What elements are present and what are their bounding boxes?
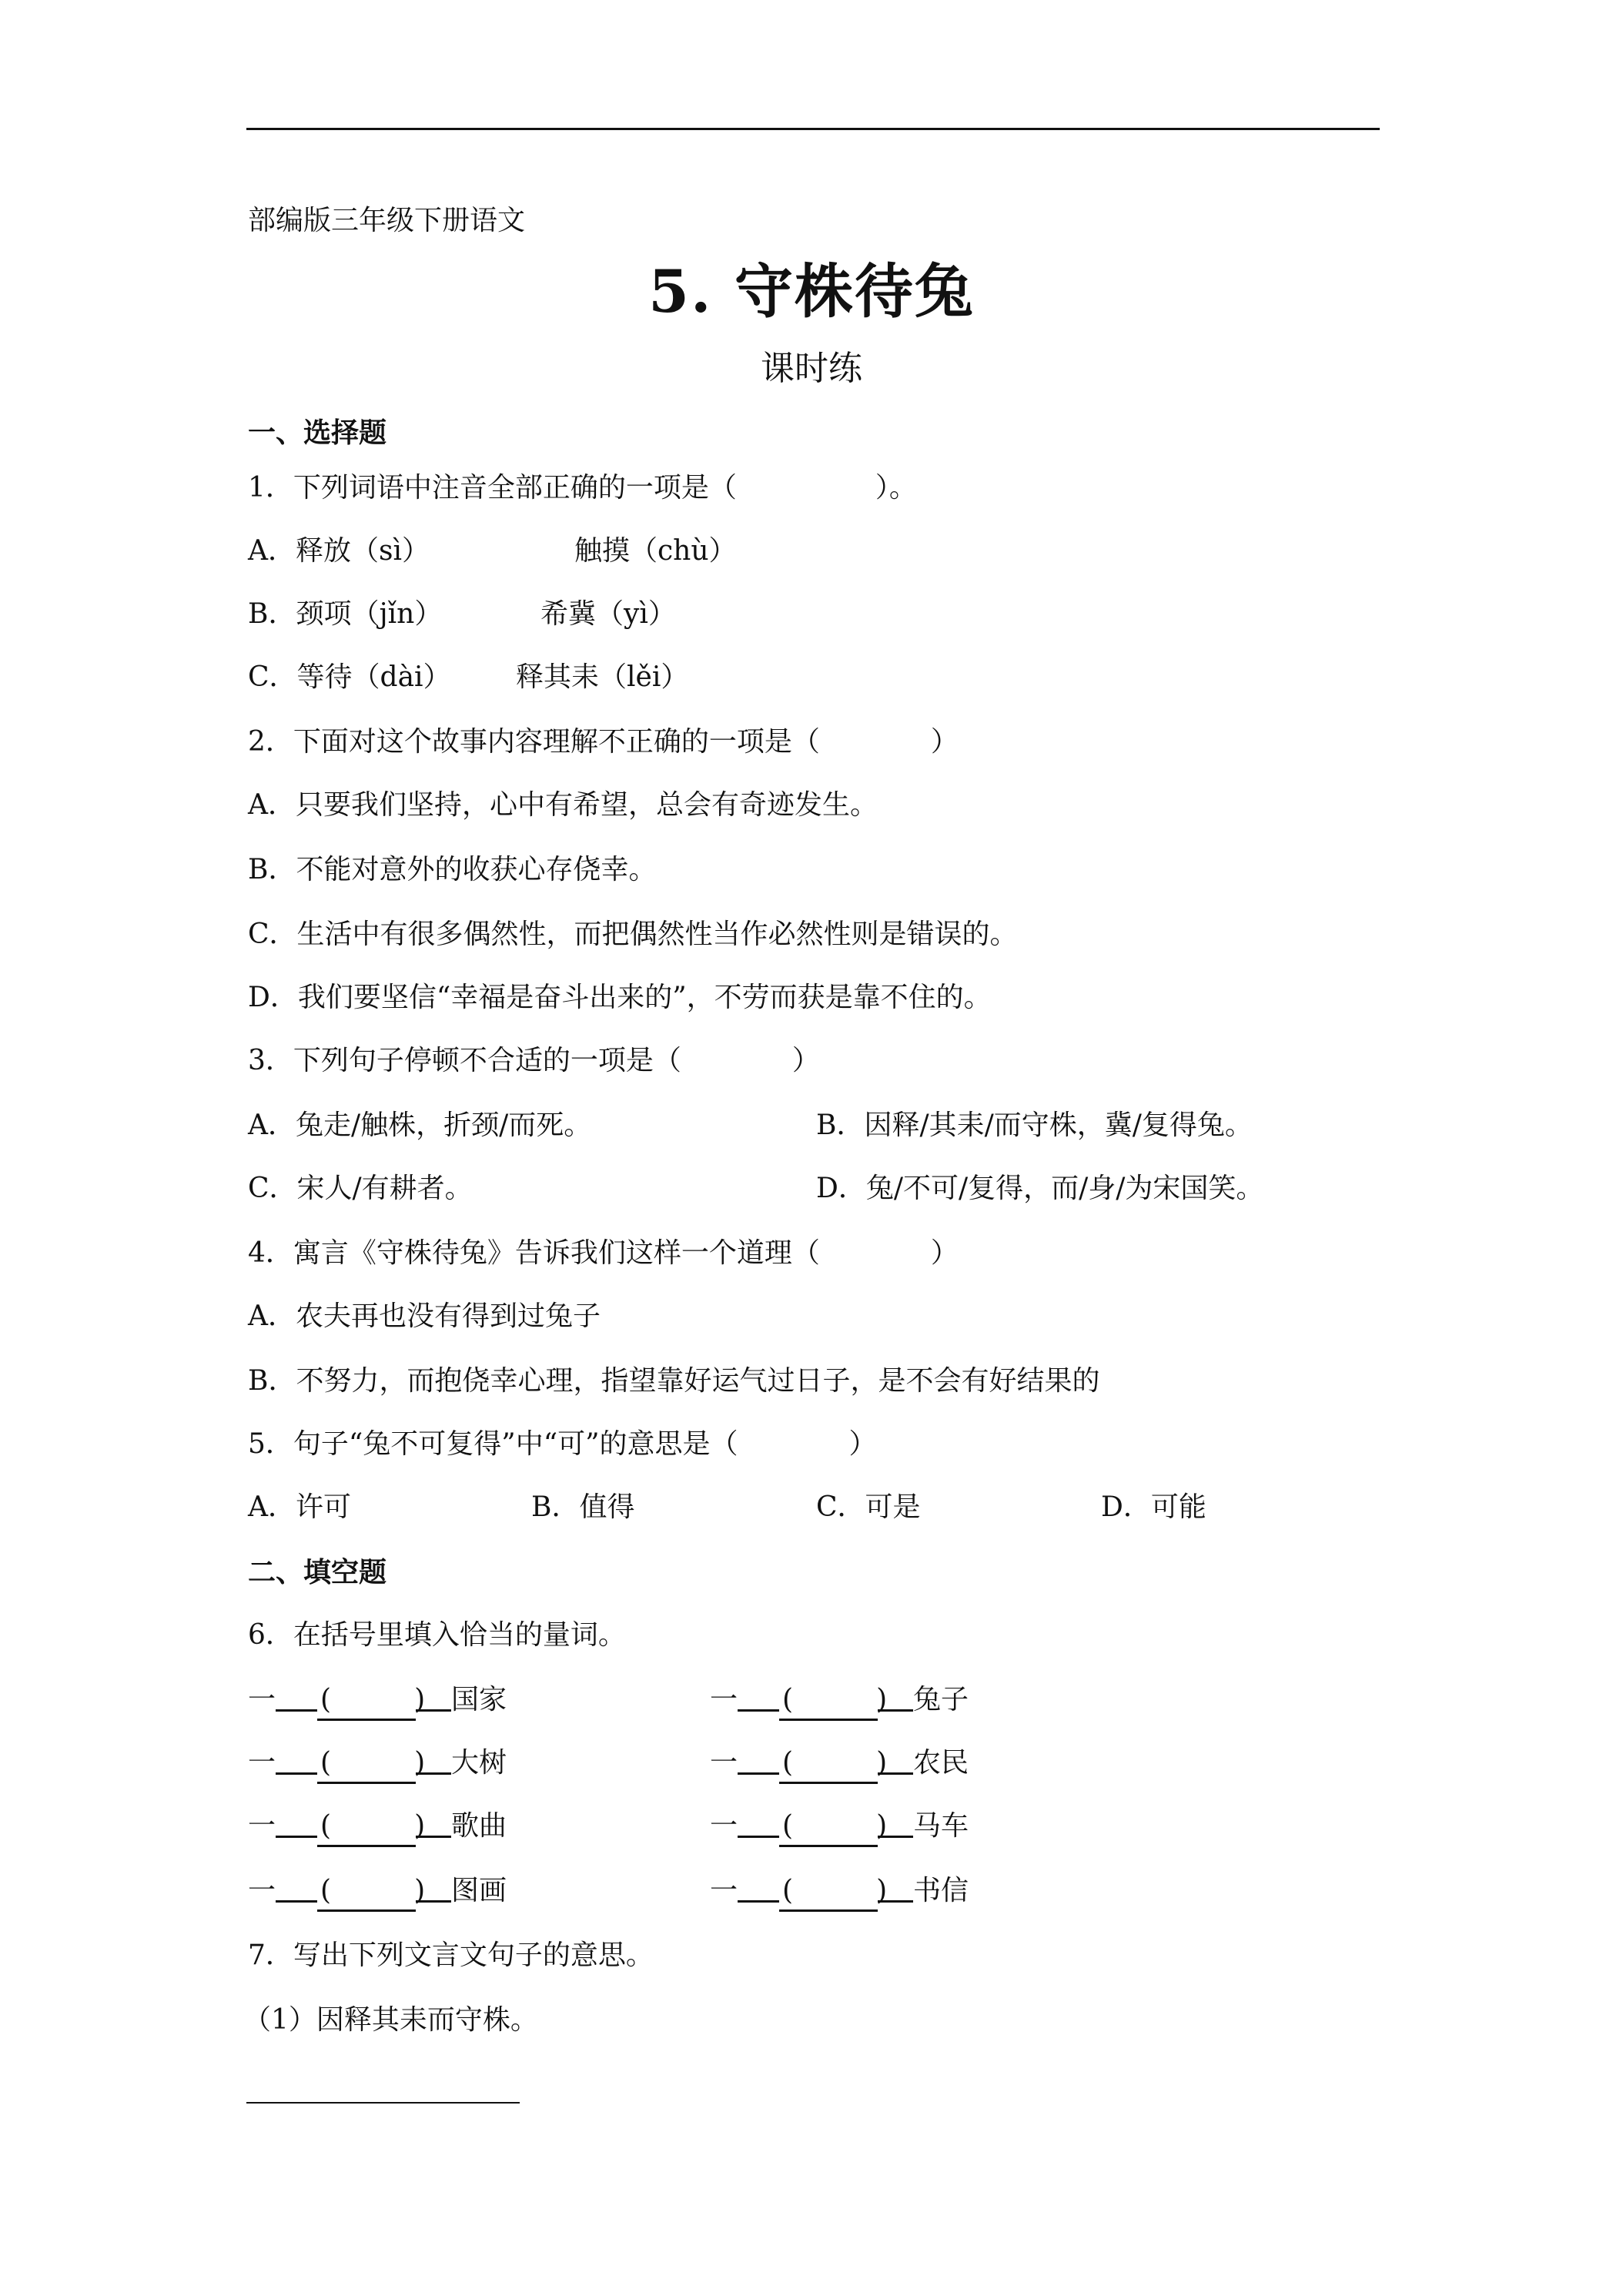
question-5-stem: 5．句子“兔不可复得”中“可”的意思是（ ） bbox=[248, 1428, 877, 1460]
question-1-option-c1: C．等待（dài） bbox=[248, 661, 451, 693]
question-4-option-b: B．不努力，而抱侥幸心理，指望靠好运气过日子，是不会有好结果的 bbox=[248, 1365, 1100, 1397]
question-2-option-c: C．生活中有很多偶然性，而把偶然性当作必然性则是错误的。 bbox=[248, 919, 1018, 950]
fill-blank[interactable]: ( ) bbox=[276, 1745, 451, 1784]
question-5-option-d: D．可能 bbox=[1101, 1491, 1206, 1523]
page-title: 5. 守株待兔 bbox=[648, 257, 975, 326]
fill-blank[interactable]: ( ) bbox=[276, 1808, 451, 1847]
fill-row bbox=[248, 1808, 507, 1847]
question-1-option-b2: 希冀（yì） bbox=[540, 598, 676, 630]
fill-blank[interactable]: ( ) bbox=[738, 1808, 913, 1847]
fill-blank[interactable]: ( ) bbox=[738, 1745, 913, 1784]
fill-prefix: 一 bbox=[710, 1747, 738, 1779]
section-heading-choice: 一、选择题 bbox=[248, 417, 387, 449]
question-7-sub-1: （1）因释其耒而守株。 bbox=[243, 2004, 538, 2036]
fill-prefix: 一 bbox=[248, 1747, 276, 1779]
question-1-option-c2: 释其耒（lěi） bbox=[516, 661, 689, 693]
footer-rule bbox=[246, 2102, 520, 2104]
fill-noun: 兔子 bbox=[913, 1684, 969, 1715]
question-5-option-b: B．值得 bbox=[531, 1491, 635, 1523]
question-3-option-a: A．兔走/触株，折颈/而死。 bbox=[248, 1110, 592, 1141]
question-2-option-d: D．我们要坚信“幸福是奋斗出来的”，不劳而获是靠不住的。 bbox=[248, 982, 992, 1013]
fill-blank[interactable]: ( ) bbox=[276, 1682, 451, 1721]
fill-noun: 图画 bbox=[451, 1875, 507, 1906]
question-3-option-c: C．宋人/有耕者。 bbox=[248, 1173, 473, 1204]
fill-row bbox=[710, 1808, 969, 1847]
question-5-option-a: A．许可 bbox=[248, 1491, 351, 1523]
fill-noun: 歌曲 bbox=[451, 1810, 507, 1842]
fill-row bbox=[248, 1873, 507, 1912]
question-7-stem: 7．写出下列文言文句子的意思。 bbox=[248, 1940, 654, 1971]
fill-prefix: 一 bbox=[248, 1875, 276, 1906]
fill-noun: 国家 bbox=[451, 1684, 507, 1715]
question-1-option-a1: A．释放（sì） bbox=[248, 535, 430, 567]
question-2-option-a: A．只要我们坚持，心中有希望，总会有奇迹发生。 bbox=[248, 789, 878, 821]
fill-row bbox=[710, 1745, 969, 1784]
fill-blank[interactable]: ( ) bbox=[738, 1682, 913, 1721]
fill-prefix: 一 bbox=[710, 1875, 738, 1906]
question-3-stem: 3．下列句子停顿不合适的一项是（ ） bbox=[248, 1045, 820, 1076]
fill-noun: 农民 bbox=[913, 1747, 969, 1779]
page-subtitle: 课时练 bbox=[761, 349, 862, 388]
question-1-option-b1: B．颈项（jǐn） bbox=[248, 598, 443, 630]
question-2-stem: 2．下面对这个故事内容理解不正确的一项是（ ） bbox=[248, 726, 959, 758]
fill-noun: 大树 bbox=[451, 1747, 507, 1779]
fill-prefix: 一 bbox=[248, 1684, 276, 1715]
fill-prefix: 一 bbox=[710, 1684, 738, 1715]
series-label: 部编版三年级下册语文 bbox=[248, 205, 526, 236]
fill-noun: 马车 bbox=[913, 1810, 969, 1842]
fill-row bbox=[248, 1745, 507, 1784]
section-heading-fill: 二、填空题 bbox=[248, 1556, 387, 1588]
fill-row bbox=[248, 1682, 507, 1721]
question-2-option-b: B．不能对意外的收获心存侥幸。 bbox=[248, 854, 657, 885]
fill-prefix: 一 bbox=[248, 1810, 276, 1842]
fill-blank[interactable]: ( ) bbox=[738, 1873, 913, 1912]
question-4-option-a: A．农夫再也没有得到过兔子 bbox=[248, 1300, 601, 1332]
question-6-stem: 6．在括号里填入恰当的量词。 bbox=[248, 1619, 626, 1651]
question-4-stem: 4．寓言《守株待兔》告诉我们这样一个道理（ ） bbox=[248, 1237, 959, 1269]
fill-blank[interactable]: ( ) bbox=[276, 1873, 451, 1912]
fill-noun: 书信 bbox=[913, 1875, 969, 1906]
question-1-option-a2: 触摸（chù） bbox=[574, 535, 737, 567]
fill-prefix: 一 bbox=[710, 1810, 738, 1842]
question-3-option-b: B．因释/其耒/而守株，冀/复得兔。 bbox=[816, 1110, 1253, 1141]
header-rule bbox=[246, 128, 1380, 130]
fill-row bbox=[710, 1873, 969, 1912]
question-5-option-c: C．可是 bbox=[816, 1491, 921, 1523]
question-3-option-d: D．兔/不可/复得，而/身/为宋国笑。 bbox=[816, 1173, 1264, 1204]
question-1-stem: 1．下列词语中注音全部正确的一项是（ ）。 bbox=[248, 472, 917, 504]
fill-row bbox=[710, 1682, 969, 1721]
